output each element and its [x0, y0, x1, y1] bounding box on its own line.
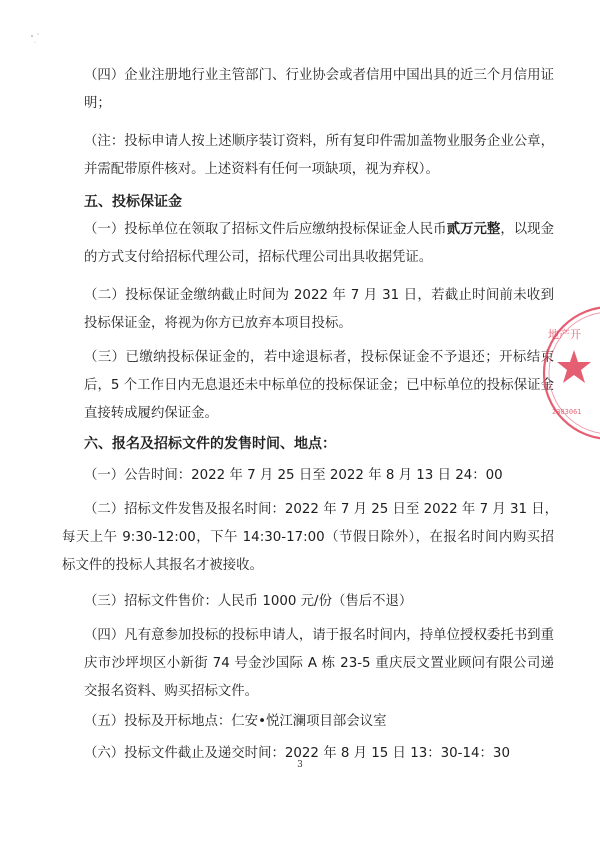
section5-item3: （三）已缴纳投标保证金的，若中途退标者，投标保证金不予退还；开标结束后，5 个工作日内无息退还未中标单位的投标保证金；已中标单位的投标保证金直接转成履约保证金。 — [84, 350, 554, 421]
page-number: 3 — [297, 760, 303, 770]
seal-arc-text: 地产开 — [548, 328, 581, 341]
section6-heading: 六、报名及招标文件的发售时间、地点： — [84, 436, 336, 452]
section6-item2-line1: （二）招标文件发售及报名时间：2022 年 7 月 25 日至 2022 年 7 月 31 日， — [84, 502, 559, 517]
seal-code: 2303061 — [552, 408, 582, 416]
section5-item1-post: ，以现金的方式支付给招标代理公司，招标代理公司出具收据凭证。 — [84, 222, 555, 265]
deposit-amount: 贰万元整 — [446, 222, 501, 237]
section4-item4: （四）企业注册地行业主管部门、行业协会或者信用中国出具的近三个月信用证明； — [84, 68, 554, 111]
section6-item6: （六）投标文件截止及递交时间：2022 年 8 月 15 日 13：30-14：30 — [84, 746, 510, 761]
section5-item1-pre: （一）投标单位在领取了招标文件后应缴纳投标保证金人民币 — [84, 222, 447, 237]
section6-item3: （三）招标文件售价：人民币 1000 元/份（售后不退） — [84, 594, 413, 609]
section6-item4: （四）凡有意参加投标的投标申请人，请于报名时间内，持单位授权委托书到重庆市沙坪坝区小新街 74 号金沙国际 A 栋 23-5 重庆辰文置业顾问有限公司递交报名资料、购买招标文件。 — [84, 628, 554, 699]
section6-item5: （五）投标及开标地点：仁安•悦江澜项目部会议室 — [84, 714, 387, 729]
section6-item2-rest: 每天上午 9:30-12:00，下午 14:30-17:00（节假日除外），在报名时间内购买招标文件的投标人其报名才被接收。 — [62, 530, 554, 573]
section6-item1: （一）公告时间：2022 年 7 月 25 日至 2022 年 8 月 13 日 24：00 — [84, 468, 503, 483]
section5-heading: 五、投标保证金 — [84, 194, 182, 210]
section5-item2: （二）投标保证金缴纳截止时间为 2022 年 7 月 31 日，若截止时间前未收到投标保证金，将视为你方已放弃本项目投标。 — [84, 288, 554, 331]
section4-note: （注：投标申请人按上述顺序装订资料，所有复印件需加盖物业服务企业公章，并需配带原件核对。上述资料有任何一项缺项，视为弃权）。 — [84, 134, 554, 177]
section5-item1 — [84, 216, 554, 272]
company-seal-stamp — [538, 298, 600, 448]
scan-specks — [28, 30, 58, 50]
